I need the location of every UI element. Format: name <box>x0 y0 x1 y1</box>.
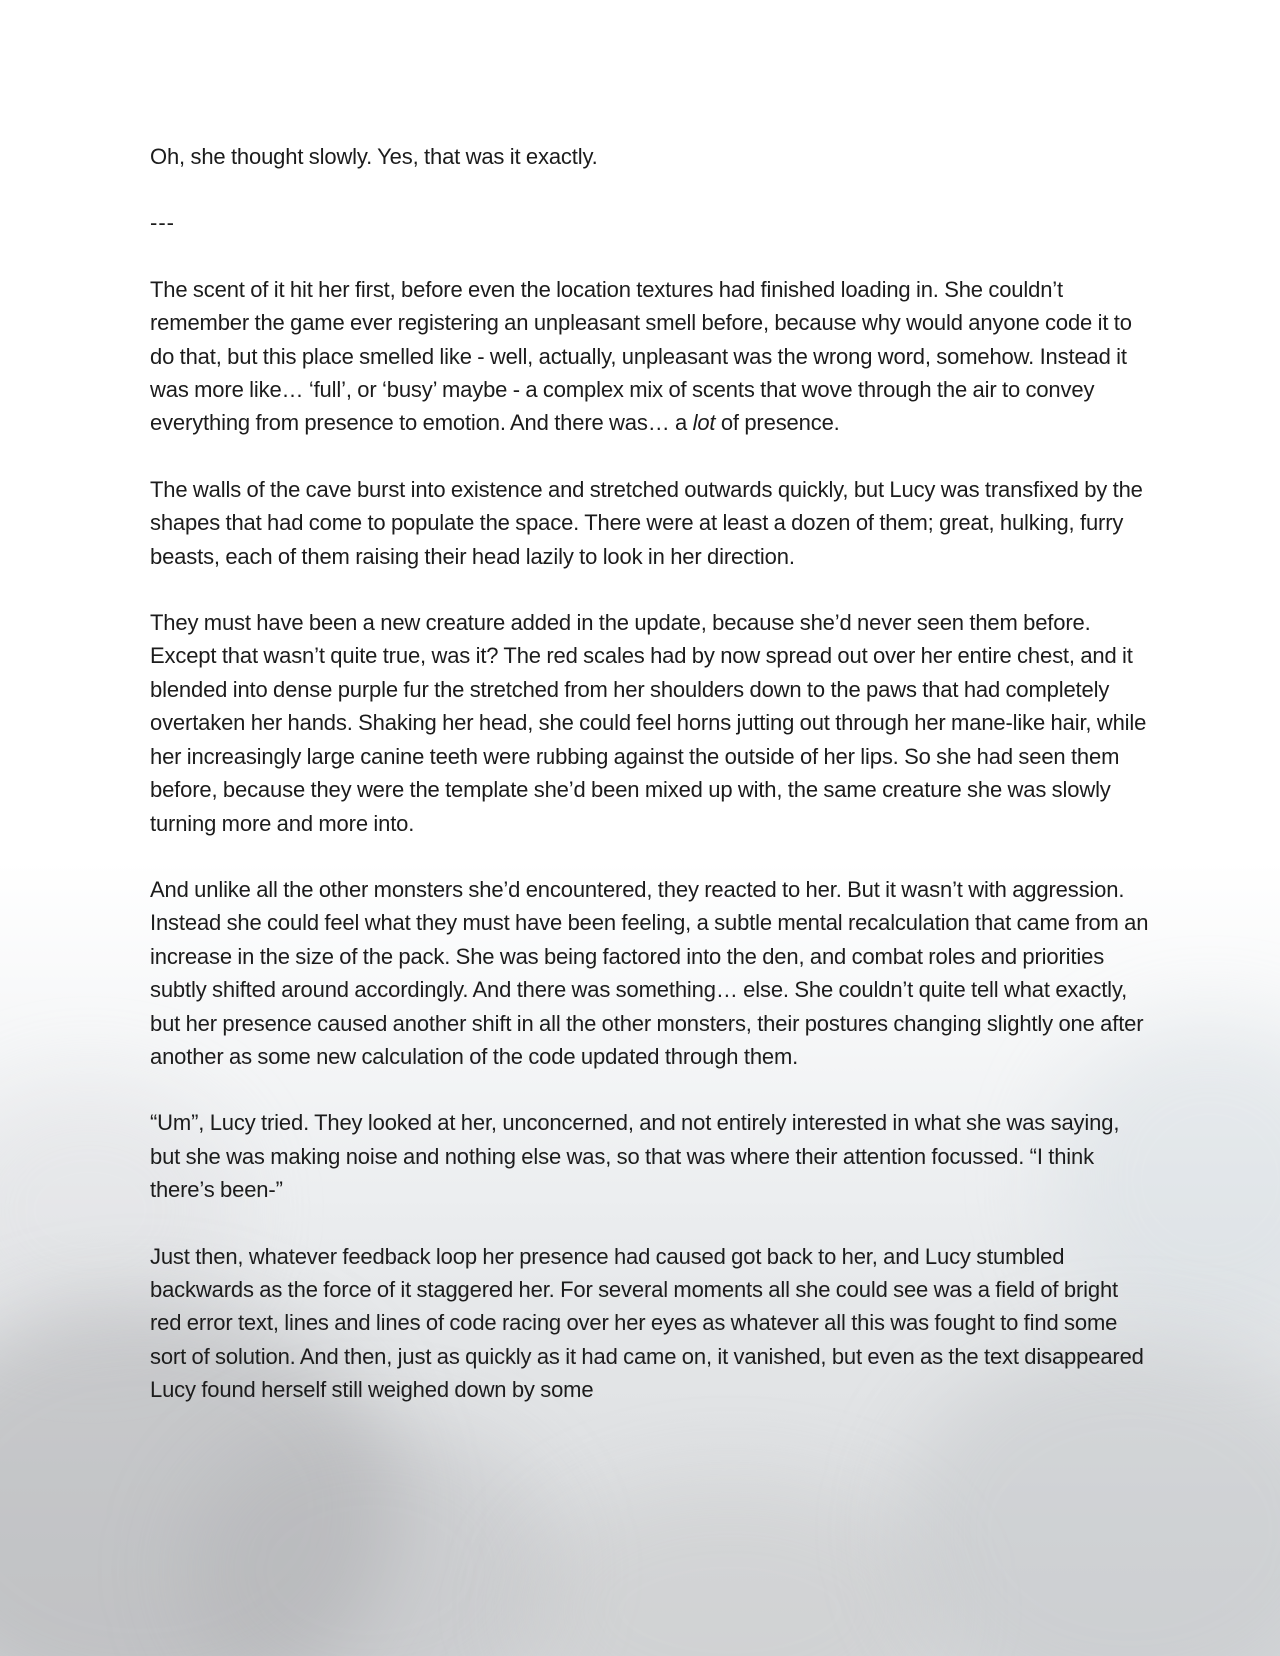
emphasized-word: lot <box>692 410 716 436</box>
paragraph-text: of presence. <box>715 410 840 436</box>
paragraph: And unlike all the other monsters she’d encountered, they reacted to her. But it wasn’t with aggression. Instead she could feel what they must have been feeling, a subtle mental recalculation that came from an increase in the size of the pack. She was being factored into the den, and combat roles and priorities subtly shifted around accordingly. And there was something… else. She couldn’t quite tell what exactly, but her presence caused another shift in all the other monsters, their postures changing slightly one after another as some new calculation of the code updated through them. <box>150 876 1149 1069</box>
paragraph <box>150 273 1150 440</box>
paragraph: Just then, whatever feedback loop her presence had caused got back to her, and Lucy stumbled backwards as the force of it staggered her. For several moments all she could see was a field of bright red error text, lines and lines of code racing over her eyes as whatever all this was fought to find some sort of solution. And then, just as quickly as it had came on, it vanished, but even as the text disappeared Lucy found herself still weighed down by some <box>150 1243 1144 1403</box>
paragraph: The walls of the cave burst into existence and stretched outwards quickly, but Lucy was transfixed by the shapes that had come to populate the space. There were at least a dozen of them; great, hulking, furry beasts, each of them raising their head lazily to look in her direction. <box>150 476 1143 569</box>
paragraph: “Um”, Lucy tried. They looked at her, unconcerned, and not entirely interested in what she was saying, but she was making noise and nothing else was, so that was where their attention focussed. “I think there’s been-” <box>150 1110 1120 1203</box>
background-haze <box>520 1480 940 1656</box>
document-body <box>150 140 1150 1440</box>
scene-separator: --- <box>150 210 175 236</box>
paragraph: Oh, she thought slowly. Yes, that was it exactly. <box>150 144 598 169</box>
paragraph: They must have been a new creature added in the update, because she’d never seen them before. Except that wasn’t quite true, was it? The red scales had by now spread out over her entire chest, and it blended into dense purple fur the stretched from her shoulders down to the paws that had completely overtaken her hands. Shaking her head, she could feel horns jutting out through her mane-like hair, while her increasingly large canine teeth were rubbing against the outside of her lips. So she had seen them before, because they were the template she’d been mixed up with, the same creature she was slowly turning more and more into. <box>150 610 1147 836</box>
paragraph-text: The scent of it hit her first, before even the location textures had finished loading in. She couldn’t remember the game ever registering an unpleasant smell before, because why would anyone code it to do that, but this place smelled like - well, actually, unpleasant was the wrong word, somehow. Instead it was more like… ‘full’, or ‘busy’ maybe - a complex mix of scents that wove through the air to convey everything from presence to emotion. And there was… a <box>150 276 1132 436</box>
